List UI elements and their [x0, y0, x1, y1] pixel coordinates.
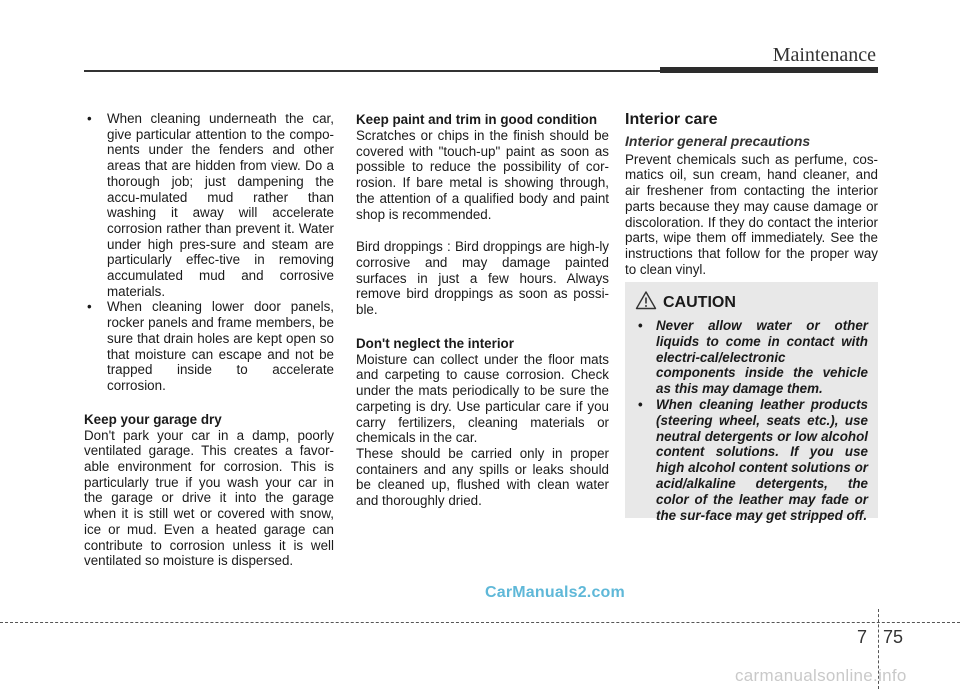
garage-heading: Keep your garage dry: [84, 411, 222, 427]
subsection-title: Interior general precautions: [625, 133, 811, 149]
footer-rule: [0, 622, 960, 623]
header-rule-accent: [660, 67, 878, 73]
interior-precautions-paragraph: Prevent chemicals such as perfume, cos-matics oil, sun cream, hand cleaner, and air freshener from contacting the interior parts because they may cause damage or discoloration. If they do contact the interior parts, wipe them off immediately. See the instructions that follow for the proper way to clean vinyl.: [625, 151, 878, 277]
right-column: [625, 111, 878, 294]
header-rule: [84, 70, 660, 72]
bird-droppings-paragraph: Bird droppings : Bird droppings are high-ly corrosive and may damage painted surfaces in just a few hours. Always remove bird droppings as soon as possi-ble.: [356, 239, 609, 318]
warning-triangle-icon: [635, 290, 657, 315]
section-title: Interior care: [625, 111, 718, 128]
caution-title: CAUTION: [663, 293, 736, 311]
caution-box: [625, 282, 878, 523]
paint-heading: Keep paint and trim in good condition: [356, 112, 598, 127]
caution-item: • Never allow water or other liquids to come in contact with electri-cal/electronic components inside the vehicle as this may damage them.: [635, 318, 868, 397]
list-item: • When cleaning lower door panels, rocker panels and frame members, be sure that drain holes are kept open so that moisture can escape and not be trapped inside to accelerate corrosion.: [84, 299, 334, 393]
caution-item: • When cleaning leather products (steering wheel, seats etc.), use neutral detergents or low alcohol content solutions. If you use high alcohol content solutions or acid/alkaline detergents, the color of the leather may fade or the sur-face may get stripped off.: [635, 397, 868, 523]
bullet-list: [84, 111, 334, 394]
chapter-number: 7: [857, 627, 868, 647]
interior-heading: Don't neglect the interior: [356, 335, 514, 351]
watermark-link[interactable]: CarManuals2.com: [485, 584, 625, 601]
page-number: 75: [883, 627, 904, 647]
list-item: • When cleaning underneath the car, give particular attention to the compo-nents under the fenders and other areas that are hidden from view. Do a thorough job; just dampening the accu-mulated mud rather than washing it away will accelerate corrosion rather than prevent it. Water under high pres-sure and steam are particularly effec-tive in removing accumulated mud and corrosive materials.: [84, 111, 334, 299]
garage-paragraph: Don't park your car in a damp, poorly ventilated garage. This creates a favor-able environment for corrosion. This is particularly true if you wash your car in the garage or drive it into the garage when it is still wet or covered with snow, ice or mud. Even a heated garage can contribute to corrosion unless it is well ventilated so moisture is dispersed.: [84, 427, 334, 569]
caution-list: [635, 318, 868, 523]
header-title: Maintenance: [772, 44, 876, 66]
paint-paragraph: Scratches or chips in the finish should be covered with "touch-up" paint as soon as possible to reduce the possibility of cor-rosion. If bare metal is showing through, the attention of a qualified body and paint shop is recommended.: [356, 128, 609, 222]
caution-header: [635, 290, 868, 315]
source-watermark: carmanualsonline.info: [735, 666, 907, 685]
left-column: [84, 111, 334, 586]
interior-paragraph-2: These should be carried only in proper containers and any spills or leaks should be cleaned up, flushed with clean water and thoroughly dried.: [356, 445, 609, 509]
interior-paragraph: Moisture can collect under the floor mats and carpeting to cause corrosion. Check under the mats periodically to be sure the carpeting is dry. Use particular care if you carry fertilizers, cleaning materials or chemicals in the car.: [356, 351, 609, 446]
middle-column: [356, 111, 609, 526]
